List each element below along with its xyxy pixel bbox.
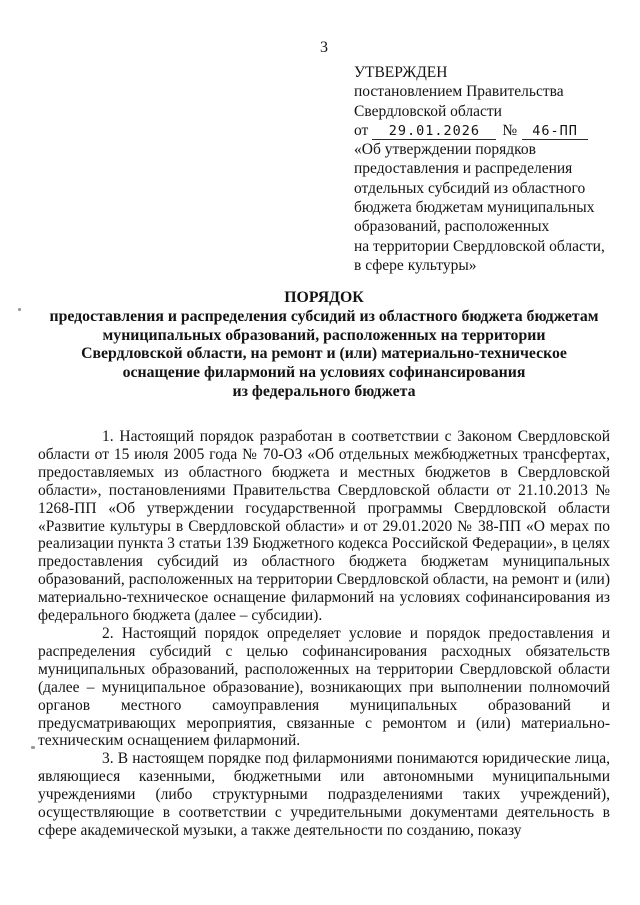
document-body: [38, 428, 610, 840]
approval-subject-line: образований, расположенных: [354, 218, 550, 236]
title-word-poryadok: ПОРЯДОК: [284, 289, 364, 306]
title-line: оснащение филармоний на условиях софинансирования: [122, 364, 526, 382]
approval-status-line: УТВЕРЖДЕН: [354, 64, 448, 81]
approval-date-number-row: [354, 121, 605, 140]
approval-subject-line: предоставления и распределения: [354, 160, 573, 178]
approval-authority-line: постановлением Правительства: [354, 83, 564, 101]
number-label: №: [502, 121, 518, 139]
body-paragraph-3: 3. В настоящем порядке под филармониями понимаются юридические лица, являющиеся казенными, бюджетными или автономными муниципальными учреждениями (либо структурными подразделениями таких учреждений), осуществляющие в соответствии с учредительными документами деятельность в сфере академической музыки, а также деятельности по созданию, показу: [38, 750, 610, 839]
body-paragraph-2: 2. Настоящий порядок определяет условие и порядок предоставления и распределения субсидий с целью софинансирования расходных обязательств муниципальных образований, расположенных на территории Свердловской области (далее – муниципальное образование), возникающих при выполнении полномочий органов местного самоуправления муниципальных образований и предусматривающих мероприятия, связанные с ремонтом и (или) материально-техническим оснащением филармоний.: [38, 624, 610, 750]
page-number: 3: [320, 39, 328, 56]
date-label: от: [354, 121, 369, 139]
title-line: из федерального бюджета: [232, 382, 416, 400]
approval-block: [354, 63, 605, 275]
approval-subject-line: «Об утверждении порядков: [354, 141, 536, 159]
number-value-field: 46-ПП: [522, 123, 588, 140]
title-line: Свердловской области, на ремонт и (или) материально-техническое: [81, 345, 567, 363]
approval-subject-line: в сфере культуры»: [354, 256, 477, 274]
document-title: [38, 289, 610, 402]
approval-subject-line: бюджета бюджетам муниципальных: [354, 199, 595, 217]
approval-subject-line: на территории Свердловской области,: [354, 237, 605, 255]
date-value-field: 29.01.2026: [372, 123, 496, 140]
approval-region-line: Свердловской области: [354, 102, 502, 120]
body-paragraph-1: 1. Настоящий порядок разработан в соответствии с Законом Свердловской области от 15 июля 2005 года № 70-ОЗ «Об отдельных межбюджетных трансфертах, предоставляемых из областного бюджета и местных бюджетов в Свердловской области», постановлениями Правительства Свердловской области от 21.10.2013 № 1268-ПП «Об утверждении государственной программы Свердловской области «Развитие культуры в Свердловской области» и от 29.01.2020 № 38-ПП «О мерах по реализации пункта 3 статьи 139 Бюджетного кодекса Российской Федерации», в целях предоставления субсидий из областного бюджета бюджетам муниципальных образований, расположенных на территории Свердловской области, на ремонт и (или) материально-техническое оснащение филармоний на условиях софинансирования из федерального бюджета (далее – субсидии).: [38, 428, 610, 625]
title-line: муниципальных образований, расположенных на территории: [102, 326, 546, 344]
approval-subject-line: отдельных субсидий из областного: [354, 179, 586, 197]
scan-speck: [18, 308, 21, 311]
title-line: предоставления и распределения субсидий из областного бюджета бюджетам: [49, 307, 599, 325]
scan-speck: [31, 746, 35, 749]
